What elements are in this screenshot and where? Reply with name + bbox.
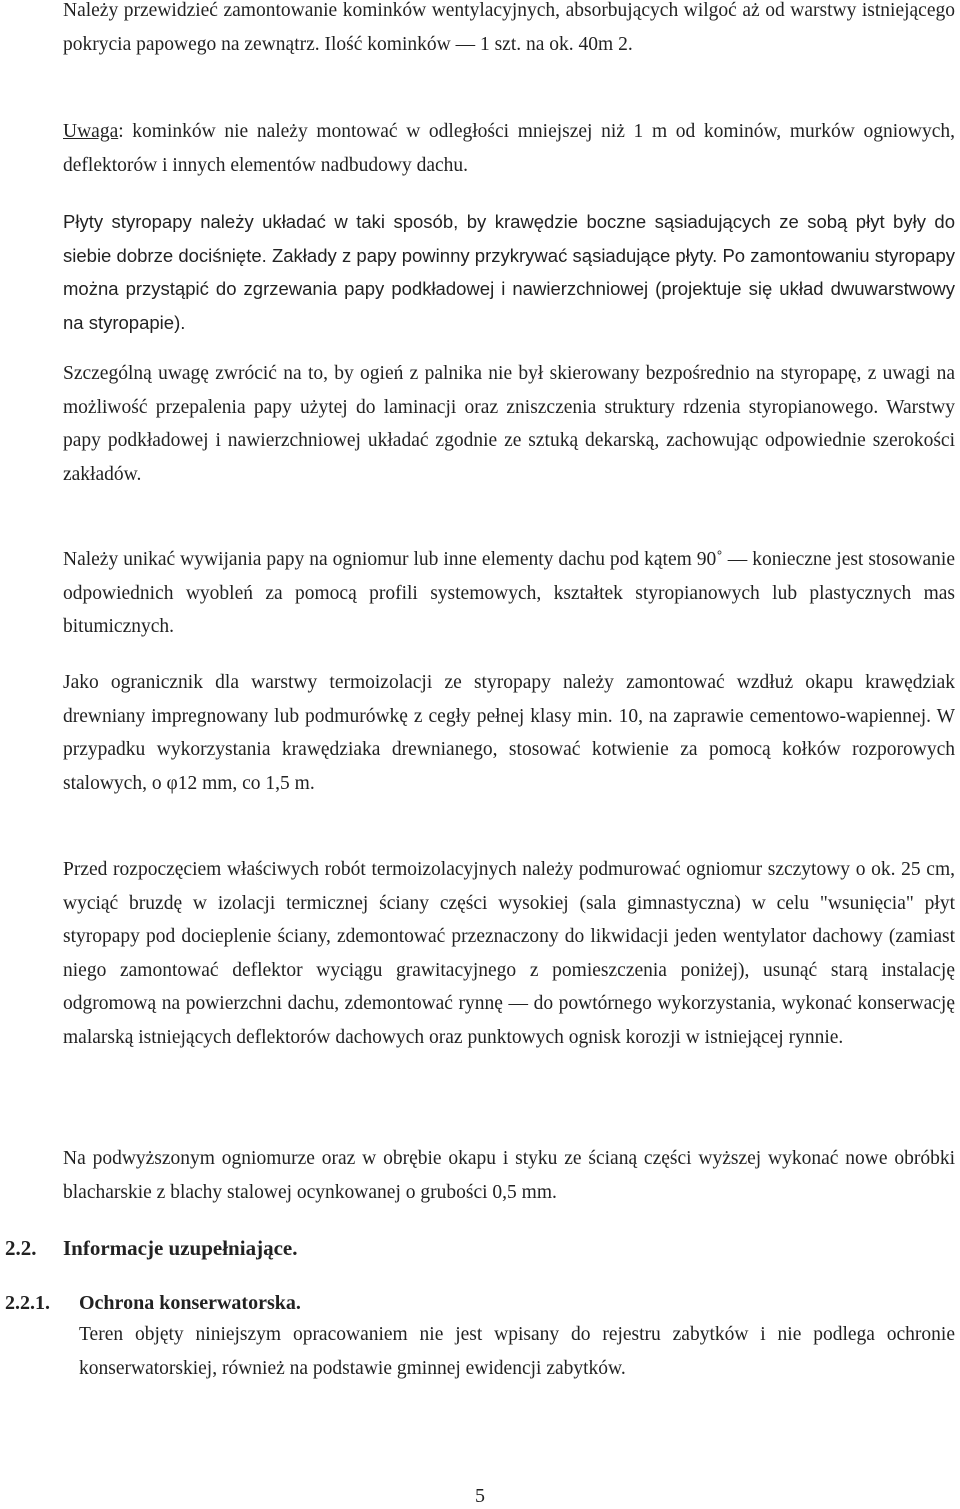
- paragraph-boards: Płyty styropapy należy układać w taki sposób, by krawędzie boczne sąsiadujących ze sobą płyt były do siebie dobrze dociśnięte. Zakłady z papy powinny przykrywać sąsiadujące płyty. Po zamontowaniu styropapy można przystąpić do zgrzewania papy podkładowej i nawierzchniowej (projektuje się układ dwuwarstwowy na styropapie).: [63, 211, 955, 333]
- section-number: 2.2.: [5, 1236, 37, 1260]
- paragraph-flame: Szczególną uwagę zwrócić na to, by ogień z palnika nie był skierowany bezpośrednio na styropapę, z uwagi na możliwość przepalenia papy użytej do laminacji oraz zniszczenia struktury rdzenia styropianowego. Warstwy papy podkładowej i nawierzchniowej układać zgodnie ze sztuką dekarską, zachowując odpowiednie szerokości zakładów.: [63, 363, 955, 485]
- paragraph-conservation: Teren objęty niniejszym opracowaniem nie jest wpisany do rejestru zabytków i nie podlega ochronie konserwatorskiej, również na podstawie gminnej ewidencji zabytków.: [79, 1324, 955, 1379]
- paragraph-preparation: Przed rozpoczęciem właściwych robót termoizolacyjnych należy podmurować ogniomur szczytowy o ok. 25 cm, wyciąć bruzdę w izolacji termicznej ściany części wysokiej (sala gimnastyczna) w celu "wsunięcia" płyt styropapy pod docieplenie ściany, zdemontować przeznaczony do likwidacji jeden wentylator dachowy (zamiast niego zamontować deflektor wyciągu grawitacyjnego z pomieszczenia poniżej), usunąć starą instalację odgromową na powierzchni dachu, zdemontować rynnę — do powtórnego wykorzystania, wykonać konserwację malarską istniejących deflektorów dachowych oraz punktowych ognisk korozji w istniejącej rynnie.: [63, 859, 955, 1048]
- page-number: 5: [475, 1485, 485, 1507]
- paragraph-warning: [63, 115, 955, 182]
- subsection-number: 2.2.1.: [5, 1292, 50, 1314]
- section-heading: [5, 1236, 297, 1261]
- warning-label: Uwaga: [63, 121, 119, 142]
- warning-text: : kominków nie należy montować w odległości mniejszej niż 1 m od kominów, murków ogniowych, deflektorów i innych elementów nadbudowy dachu.: [63, 121, 955, 176]
- paragraph-flashings: Na podwyższonym ogniomurze oraz w obrębie okapu i styku ze ścianą części wyższej wykonać nowe obróbki blacharskie z blachy stalowej ocynkowanej o grubości 0,5 mm.: [63, 1148, 955, 1203]
- section-title: Informacje uzupełniające.: [63, 1236, 298, 1260]
- paragraph-bending: Należy unikać wywijania papy na ogniomur lub inne elementy dachu pod kątem 90˚ — konieczne jest stosowanie odpowiednich wyobleń za pomocą profili systemowych, kształtek styropianowych lub plastycznych mas bitumicznych.: [63, 549, 955, 637]
- paragraph-eaves-stop: Jako ogranicznik dla warstwy termoizolacji ze styropapy należy zamontować wzdłuż okapu krawędziak drewniany impregnowany lub podmurówkę z cegły pełnej klasy min. 10, na zaprawie cementowo-wapiennej. W przypadku wykorzystania krawędziaka drewnianego, stosować kotwienie za pomocą kołków rozporowych stalowych, o φ12 mm, co 1,5 m.: [63, 672, 955, 794]
- subsection-title: Ochrona konserwatorska.: [79, 1292, 301, 1314]
- subsection-heading: [5, 1292, 301, 1315]
- paragraph-chimneys: Należy przewidzieć zamontowanie kominków wentylacyjnych, absorbujących wilgoć aż od warstwy istniejącego pokrycia papowego na zewnątrz. Ilość kominków — 1 szt. na ok. 40m 2.: [63, 0, 955, 55]
